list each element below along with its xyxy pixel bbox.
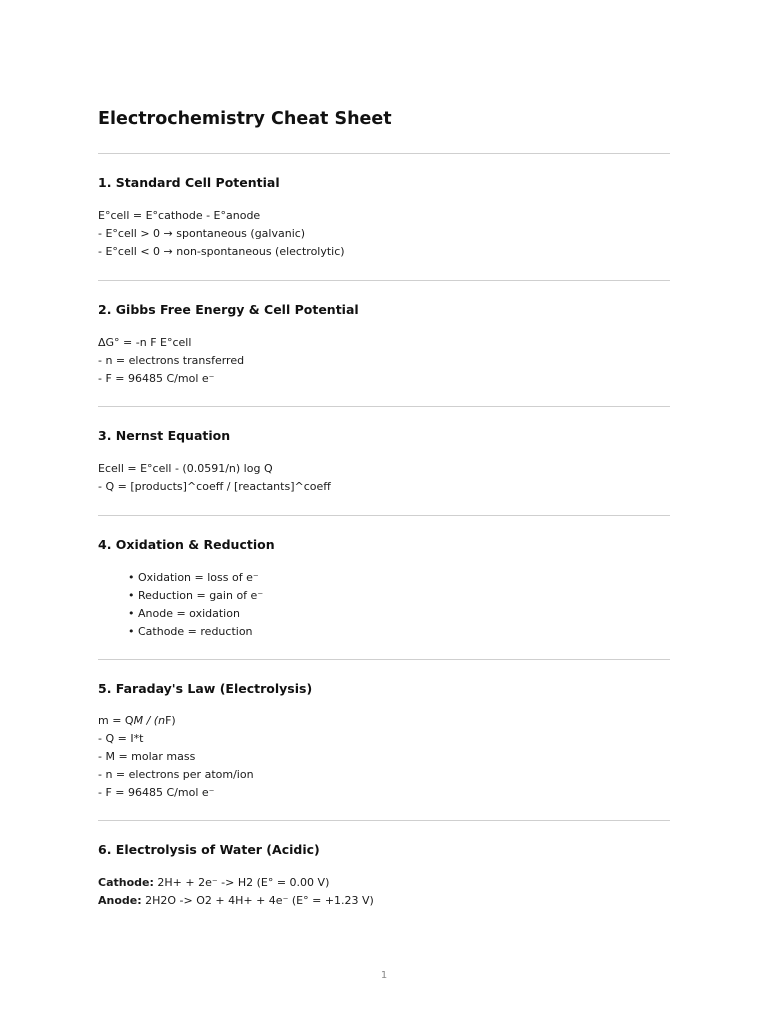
section-5-line: - M = molar mass bbox=[98, 750, 196, 763]
section-3-body bbox=[98, 460, 331, 496]
section-5-line: - n = electrons per atom/ion bbox=[98, 768, 254, 781]
section-3-line: Ecell = E°cell - (0.0591/n) log Q bbox=[98, 462, 273, 475]
section-6-body bbox=[98, 874, 374, 910]
anode-equation: 2H2O -> O2 + 4H+ + 4e⁻ (E° = +1.23 V) bbox=[141, 894, 374, 907]
section-5-line: - Q = I*t bbox=[98, 732, 144, 745]
faraday-formula bbox=[98, 712, 254, 730]
section-6-heading: 6. Electrolysis of Water (Acidic) bbox=[98, 842, 320, 857]
bullet-item: • Cathode = reduction bbox=[128, 623, 263, 641]
page-title: Electrochemistry Cheat Sheet bbox=[98, 109, 392, 129]
bullet-item: • Anode = oxidation bbox=[128, 605, 263, 623]
formula-electrons: n bbox=[158, 714, 166, 727]
cathode-equation: 2H+ + 2e⁻ -> H2 (E° = 0.00 V) bbox=[153, 876, 330, 889]
section-1-line: E°cell = E°cathode - E°anode bbox=[98, 209, 261, 222]
formula-molar-mass: M bbox=[133, 714, 144, 727]
divider bbox=[98, 153, 670, 154]
section-3-line: - Q = [products]^coeff / [reactants]^coeff bbox=[98, 480, 331, 493]
divider bbox=[98, 515, 670, 516]
divider bbox=[98, 406, 670, 407]
section-1-line: - E°cell < 0 → non-spontaneous (electrolytic) bbox=[98, 245, 345, 258]
section-2-line: ΔG° = -n F E°cell bbox=[98, 336, 192, 349]
section-1-heading: 1. Standard Cell Potential bbox=[98, 175, 280, 190]
section-5-line: - F = 96485 C/mol e⁻ bbox=[98, 786, 215, 799]
section-2-line: - n = electrons transferred bbox=[98, 354, 245, 367]
bullet-item: • Reduction = gain of e⁻ bbox=[128, 587, 263, 605]
section-3-heading: 3. Nernst Equation bbox=[98, 428, 231, 443]
section-1-body bbox=[98, 207, 345, 261]
section-1-line: - E°cell > 0 → spontaneous (galvanic) bbox=[98, 227, 306, 240]
anode-label: Anode: bbox=[98, 894, 142, 907]
formula-part: m = Q bbox=[98, 714, 134, 727]
section-2-heading: 2. Gibbs Free Energy & Cell Potential bbox=[98, 302, 359, 317]
section-5-heading: 5. Faraday's Law (Electrolysis) bbox=[98, 681, 313, 696]
divider bbox=[98, 659, 670, 660]
cathode-label: Cathode: bbox=[98, 876, 154, 889]
formula-part: / ( bbox=[143, 714, 159, 727]
section-4-heading: 4. Oxidation & Reduction bbox=[98, 537, 275, 552]
section-2-line: - F = 96485 C/mol e⁻ bbox=[98, 372, 215, 385]
section-4-bullet-list bbox=[128, 569, 263, 641]
formula-part: F) bbox=[165, 714, 176, 727]
bullet-item: • Oxidation = loss of e⁻ bbox=[128, 569, 263, 587]
divider bbox=[98, 820, 670, 821]
cathode-reaction bbox=[98, 874, 374, 892]
section-2-body bbox=[98, 334, 244, 388]
page-number: 1 bbox=[380, 970, 388, 981]
anode-reaction bbox=[98, 892, 374, 910]
section-5-body bbox=[98, 712, 254, 802]
divider bbox=[98, 280, 670, 281]
